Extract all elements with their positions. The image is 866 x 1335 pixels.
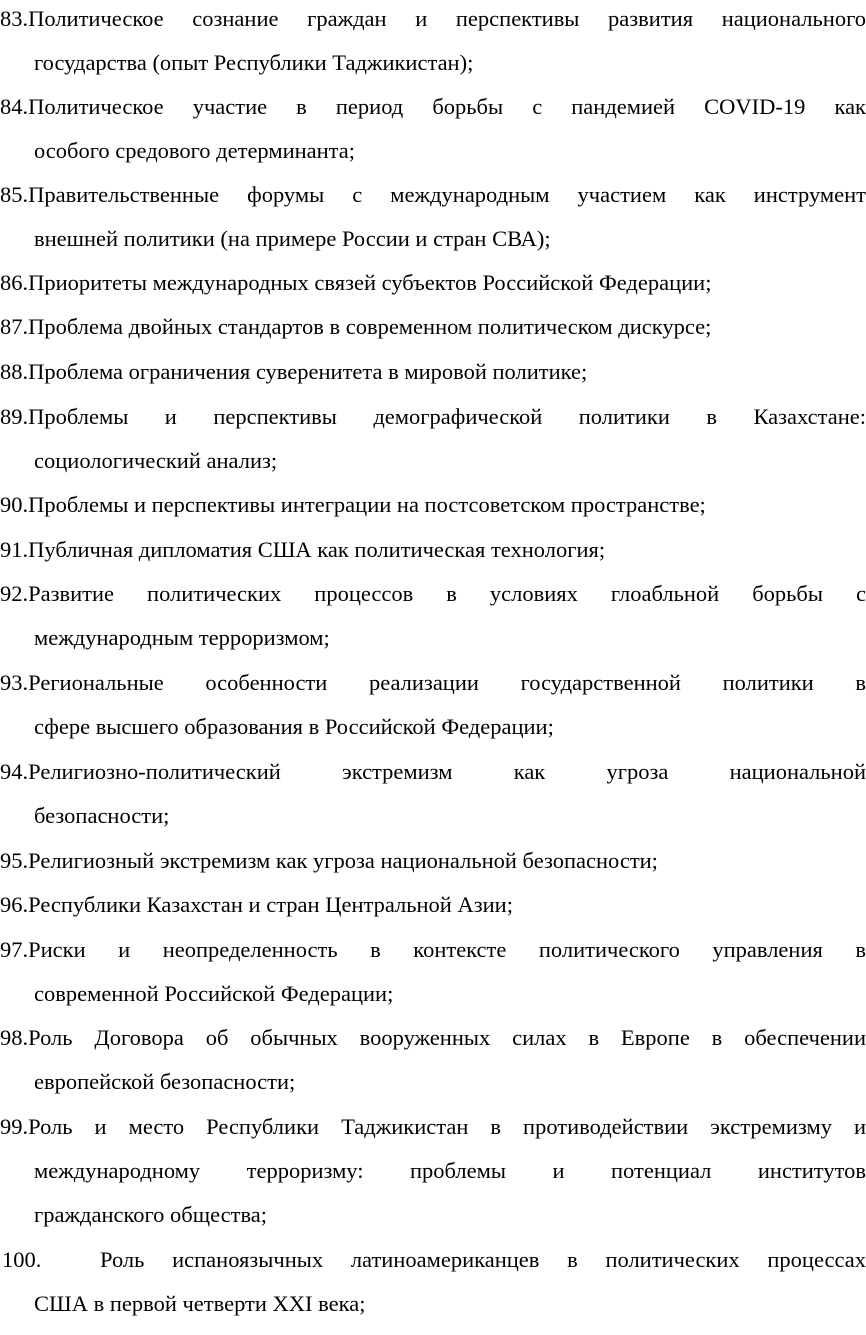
item-text-line: Роль и место Республики Таджикистан в противодействии экстремизму и [28,1114,866,1139]
item-number: 95. [0,848,29,873]
item-number: 87. [0,314,29,339]
item-number: 93. [0,670,29,695]
item-text-line: Риски и неопределенность в контексте политического управления в [28,937,866,962]
item-number: 84. [0,94,29,119]
item-text-line: внешней политики (на примере России и стран СВА); [34,226,551,251]
item-text-line: европейской безопасности; [34,1069,296,1094]
item-text-line: социологический анализ; [34,448,278,473]
item-text-line: безопасности; [34,803,170,828]
item-number: 92. [0,581,29,606]
item-text-line: международному терроризму: проблемы и потенциал институтов [34,1158,866,1183]
item-number: 89. [0,404,29,429]
item-number: 86. [0,270,29,295]
item-text-line: Республики Казахстан и стран Центральной Азии; [28,892,513,917]
item-text-line: Проблемы и перспективы демографической политики в Казахстане: [28,404,866,429]
item-text-line: современной Российской Федерации; [34,981,394,1006]
item-text-line: Роль Договора об обычных вооруженных силах в Европе в обеспечении [28,1025,866,1050]
item-text-line: Правительственные форумы с международным участием как инструмент [28,182,866,207]
item-number: 90. [0,492,29,517]
item-text-line: государства (опыт Республики Таджикистан); [34,50,474,75]
item-number: 99. [0,1114,29,1139]
item-text-line: Проблема двойных стандартов в современном политическом дискурсе; [28,314,712,339]
item-number: 91. [0,537,29,562]
item-number: 97. [0,937,29,962]
item-number: 83. [0,6,29,31]
item-text-line: Политическое сознание граждан и перспективы развития национального [28,6,866,31]
item-text-line: Публичная дипломатия США как политическая технология; [28,537,606,562]
item-text-line: Религиозный экстремизм как угроза национальной безопасности; [28,848,658,873]
item-text-line: Проблема ограничения суверенитета в мировой политике; [28,359,588,384]
item-text-line: Приоритеты международных связей субъектов Российской Федерации; [28,270,712,295]
item-text-line: особого средового детерминанта; [34,138,356,163]
item-number: 100. [2,1247,42,1272]
item-text-line: гражданского общества; [34,1202,268,1227]
item-number: 85. [0,182,29,207]
item-text-line: Проблемы и перспективы интеграции на постсоветском пространстве; [28,492,706,517]
item-number: 96. [0,892,29,917]
item-text-line: Роль испаноязычных латиноамериканцев в политических процессах [100,1247,866,1272]
item-number: 88. [0,359,29,384]
item-text-line: Развитие политических процессов в условиях глоабльной борьбы с [28,581,866,606]
item-text-line: международным терроризмом; [34,625,330,650]
item-text-line: США в первой четверти XXI века; [34,1291,366,1316]
item-text-line: Политическое участие в период борьбы с пандемией COVID-19 как [28,94,866,119]
item-number: 94. [0,759,29,784]
item-text-line: Региональные особенности реализации государственной политики в [28,670,866,695]
item-text-line: сфере высшего образования в Российской Федерации; [34,714,554,739]
item-number: 98. [0,1025,29,1050]
item-text-line: Религиозно-политический экстремизм как угроза национальной [28,759,866,784]
